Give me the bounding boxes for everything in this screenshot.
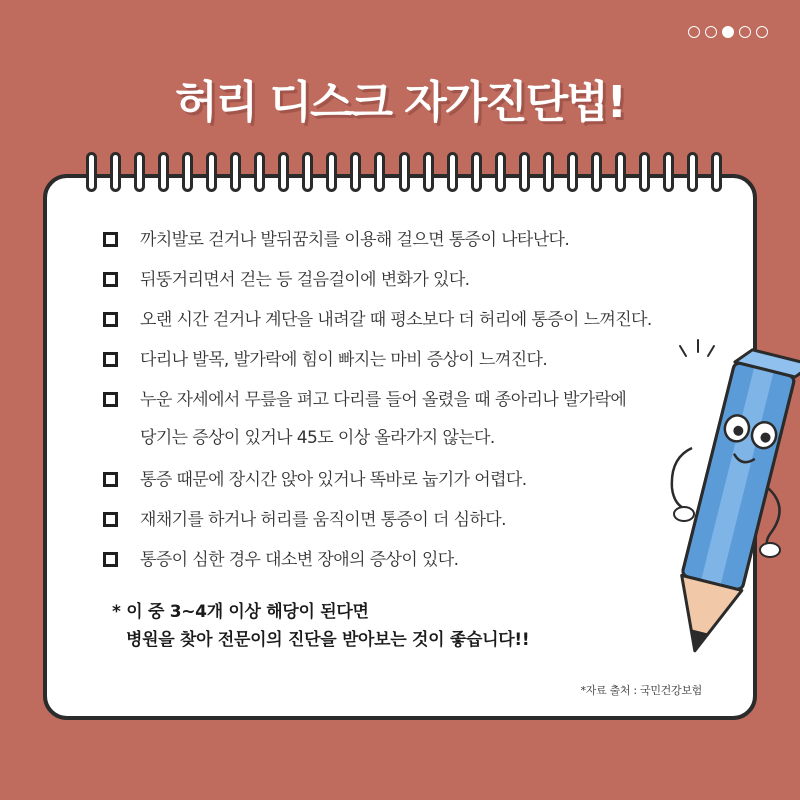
spiral-ring [182,152,193,192]
pencil-character-icon [640,338,800,658]
list-item-text: 까치발로 걷거나 발뒤꿈치를 이용해 걸으면 통증이 나타난다. [140,230,570,250]
list-item-text: 통증이 심한 경우 대소변 장애의 증상이 있다. [140,550,459,570]
list-item [103,546,723,586]
spiral-binding [86,152,716,196]
spiral-ring [495,152,506,192]
recommendation-note [112,598,529,654]
pagination-dot[interactable] [722,26,734,38]
pagination-dot[interactable] [739,26,751,38]
list-item-text: 다리나 발목, 발가락에 힘이 빠지는 마비 증상이 느껴진다. [140,350,548,370]
spiral-ring [543,152,554,192]
spiral-ring [591,152,602,192]
pagination-dot[interactable] [688,26,700,38]
pagination-dot[interactable] [756,26,768,38]
list-item-text-line2: 당기는 증상이 있거나 45도 이상 올라가지 않는다. [140,428,495,448]
spiral-ring [471,152,482,192]
spiral-ring [567,152,578,192]
spiral-ring [639,152,650,192]
pencil-left-hand [674,507,694,521]
spiral-ring [278,152,289,192]
spiral-ring [350,152,361,192]
list-item [103,506,723,546]
list-item [103,466,723,506]
spiral-ring [374,152,385,192]
spiral-ring [110,152,121,192]
spiral-ring [399,152,410,192]
list-item-text [140,381,626,457]
spiral-ring [663,152,674,192]
spiral-ring [711,152,722,192]
note-line2: 병원을 찾아 전문이의 진단을 받아보는 것이 좋습니다!! [126,630,530,650]
spiral-ring [230,152,241,192]
spiral-ring [302,152,313,192]
motion-lines [680,340,714,356]
checkbox-icon [103,472,118,487]
checkbox-icon [103,312,118,327]
pencil-left-arm [672,448,692,510]
list-item [103,306,723,346]
spiral-ring [158,152,169,192]
pagination-dot[interactable] [705,26,717,38]
pagination-dots [688,26,768,38]
list-item [103,266,723,306]
list-item-text: 오랜 시간 걷거나 계단을 내려갈 때 평소보다 더 허리에 통증이 느껴진다. [140,310,652,330]
spiral-ring [254,152,265,192]
list-item [103,346,723,386]
checkbox-icon [103,552,118,567]
spiral-ring [206,152,217,192]
spiral-ring [423,152,434,192]
checkbox-icon [103,272,118,287]
spiral-ring [326,152,337,192]
spiral-ring [519,152,530,192]
spiral-ring [447,152,458,192]
list-item-text: 재채기를 하거나 허리를 움직이면 통증이 더 심하다. [140,510,506,530]
spiral-ring [86,152,97,192]
note-line1: * 이 중 3~4개 이상 해당이 된다면 [112,602,369,622]
checkbox-icon [103,352,118,367]
checklist [103,226,723,586]
list-item-text: 뒤뚱거리면서 걷는 등 걸음걸이에 변화가 있다. [140,270,470,290]
list-item-text-line1: 누운 자세에서 무릎을 펴고 다리를 들어 올렸을 때 종아리나 발가락에 [140,390,627,410]
pencil-right-hand [760,543,780,557]
list-item-text: 통증 때문에 장시간 앉아 있거나 똑바로 눕기가 어렵다. [140,470,527,490]
checkbox-icon [103,232,118,247]
list-item [103,386,723,466]
page-title: 허리 디스크 자가진단법! [175,77,625,128]
list-item [103,226,723,266]
spiral-ring [615,152,626,192]
spiral-ring [687,152,698,192]
source-credit: *자료 출처 : 국민건강보험 [580,684,702,697]
checkbox-icon [103,512,118,527]
checkbox-icon [103,392,118,407]
pencil-body [665,346,800,658]
spiral-ring [134,152,145,192]
